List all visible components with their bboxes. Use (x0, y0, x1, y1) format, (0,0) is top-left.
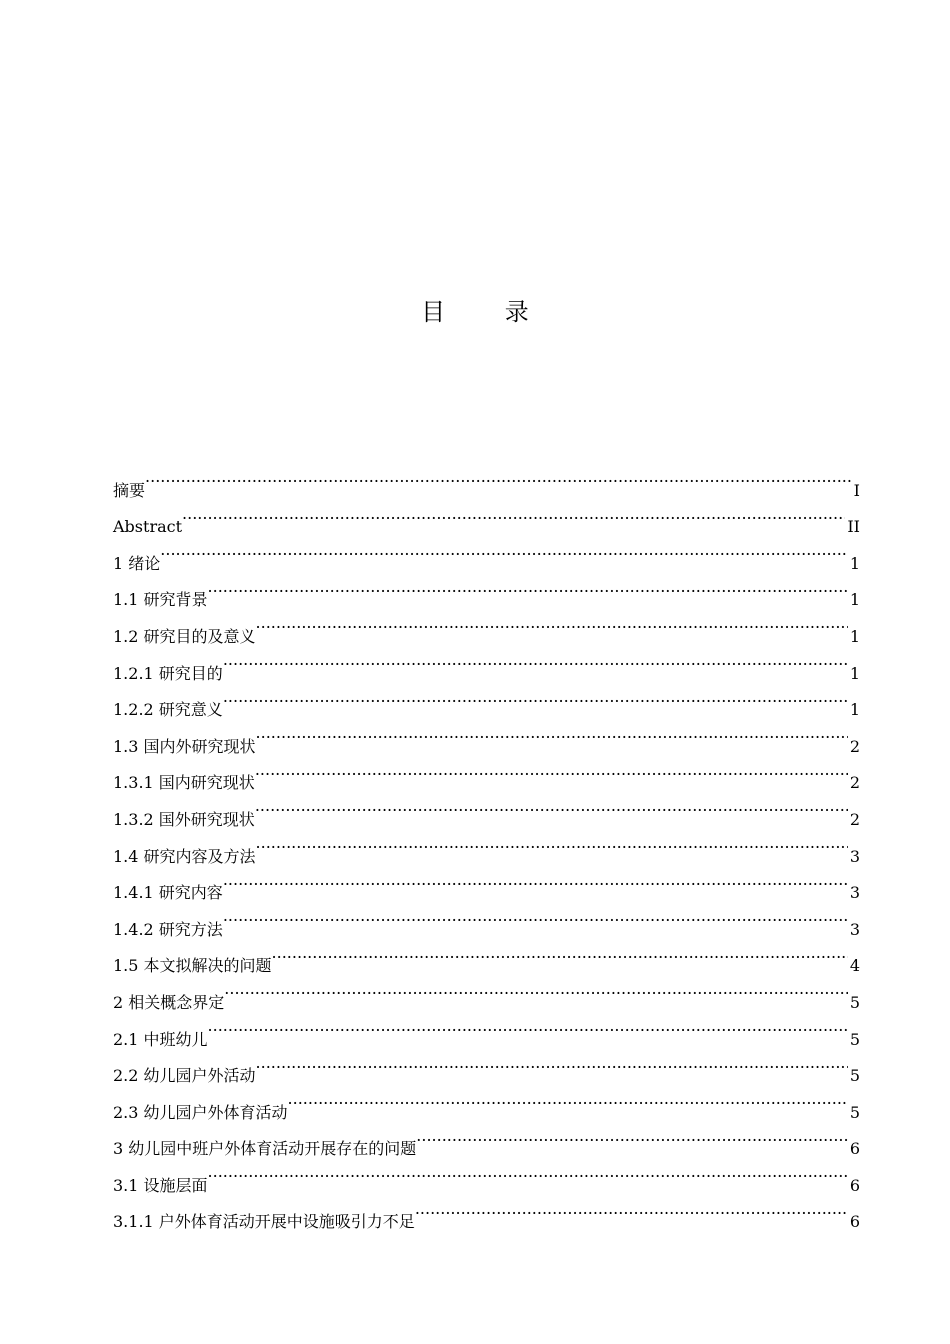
toc-entry-page: 1 (849, 553, 860, 573)
toc-dot-leader (288, 1081, 848, 1118)
toc-entry-label: 1 绪论 (113, 553, 161, 573)
toc-entry[interactable] (113, 898, 860, 939)
toc-entry-label: 1.2.2 研究意义 (113, 700, 223, 720)
toc-entry-label: 1.2 研究目的及意义 (113, 626, 256, 646)
toc-dot-leader (256, 715, 848, 752)
toc-entry[interactable] (113, 1154, 860, 1195)
toc-dot-leader (223, 862, 848, 899)
toc-entry-page: 1 (849, 663, 860, 683)
toc-entry-page: 3 (849, 919, 860, 939)
toc-entry-page: 6 (849, 1139, 860, 1159)
toc-dot-leader (223, 642, 848, 679)
toc-entry[interactable] (113, 935, 860, 976)
toc-entry-label: 3.1 设施层面 (113, 1175, 208, 1195)
toc-dot-leader (223, 898, 848, 935)
toc-entry-page: 1 (849, 590, 860, 610)
toc-dot-leader (208, 1008, 848, 1045)
toc-dot-leader (208, 1154, 848, 1191)
toc-entry-page: 2 (849, 773, 860, 793)
toc-entry-page: 4 (849, 956, 860, 976)
toc-entry-label: 1.4 研究内容及方法 (113, 846, 256, 866)
toc-dot-leader (223, 679, 848, 716)
toc-entry-label: 1.3 国内外研究现状 (113, 736, 256, 756)
toc-entry-page: 5 (849, 992, 860, 1012)
toc-entry-page: II (847, 517, 860, 537)
toc-entry[interactable] (113, 1045, 860, 1086)
toc-dot-leader (416, 1118, 848, 1155)
toc-dot-leader (160, 532, 848, 569)
toc-entry-label: 2.1 中班幼儿 (113, 1029, 208, 1049)
toc-dot-leader (256, 605, 848, 642)
toc-entry[interactable] (113, 642, 860, 683)
toc-entry-label: 3.1.1 户外体育活动开展中设施吸引力不足 (113, 1212, 415, 1232)
toc-dot-leader (256, 1045, 848, 1082)
toc-entry[interactable] (113, 1191, 860, 1232)
toc-entry[interactable] (113, 569, 860, 610)
toc-list (113, 459, 860, 1232)
toc-entry-page: 1 (849, 700, 860, 720)
toc-entry-label: 1.2.1 研究目的 (113, 663, 223, 683)
toc-entry-page: 6 (849, 1175, 860, 1195)
toc-dot-leader (208, 569, 848, 606)
toc-entry[interactable] (113, 715, 860, 756)
toc-entry[interactable] (113, 971, 860, 1012)
toc-entry-page: 2 (849, 736, 860, 756)
toc-entry-page: 3 (849, 846, 860, 866)
toc-entry-page: 5 (849, 1066, 860, 1086)
toc-entry[interactable] (113, 679, 860, 720)
toc-entry-label: 1.4.1 研究内容 (113, 883, 223, 903)
toc-dot-leader (256, 825, 848, 862)
toc-entry-label: 摘要 (113, 480, 146, 500)
toc-entry[interactable] (113, 496, 860, 537)
toc-entry-page: 5 (849, 1029, 860, 1049)
toc-dot-leader (255, 788, 848, 825)
toc-dot-leader (255, 752, 848, 789)
toc-entry-page: 3 (849, 883, 860, 903)
toc-entry-label: 1.4.2 研究方法 (113, 919, 223, 939)
toc-dot-leader (272, 935, 848, 972)
toc-entry-page: 1 (849, 626, 860, 646)
toc-entry-label: Abstract (113, 517, 183, 537)
toc-dot-leader (145, 459, 852, 496)
toc-dot-leader (224, 971, 848, 1008)
toc-entry-label: 1.5 本文拟解决的问题 (113, 956, 272, 976)
toc-dot-leader (415, 1191, 848, 1228)
toc-entry[interactable] (113, 532, 860, 573)
toc-entry-page: 5 (849, 1102, 860, 1122)
toc-entry-label: 1.3.1 国内研究现状 (113, 773, 255, 793)
toc-entry-label: 1.1 研究背景 (113, 590, 208, 610)
toc-entry-label: 2.3 幼儿园户外体育活动 (113, 1102, 288, 1122)
toc-dot-leader (182, 496, 845, 533)
toc-entry[interactable] (113, 459, 860, 500)
toc-entry-label: 2.2 幼儿园户外活动 (113, 1066, 256, 1086)
toc-entry-label: 2 相关概念界定 (113, 992, 225, 1012)
toc-entry-page: I (853, 480, 860, 500)
toc-entry[interactable] (113, 1008, 860, 1049)
toc-entry-label: 3 幼儿园中班户外体育活动开展存在的问题 (113, 1139, 417, 1159)
toc-entry-page: 2 (849, 809, 860, 829)
toc-entry[interactable] (113, 605, 860, 646)
toc-title: 目 录 (421, 298, 555, 326)
toc-entry[interactable] (113, 862, 860, 903)
toc-entry-page: 6 (849, 1212, 860, 1232)
toc-entry-label: 1.3.2 国外研究现状 (113, 809, 255, 829)
